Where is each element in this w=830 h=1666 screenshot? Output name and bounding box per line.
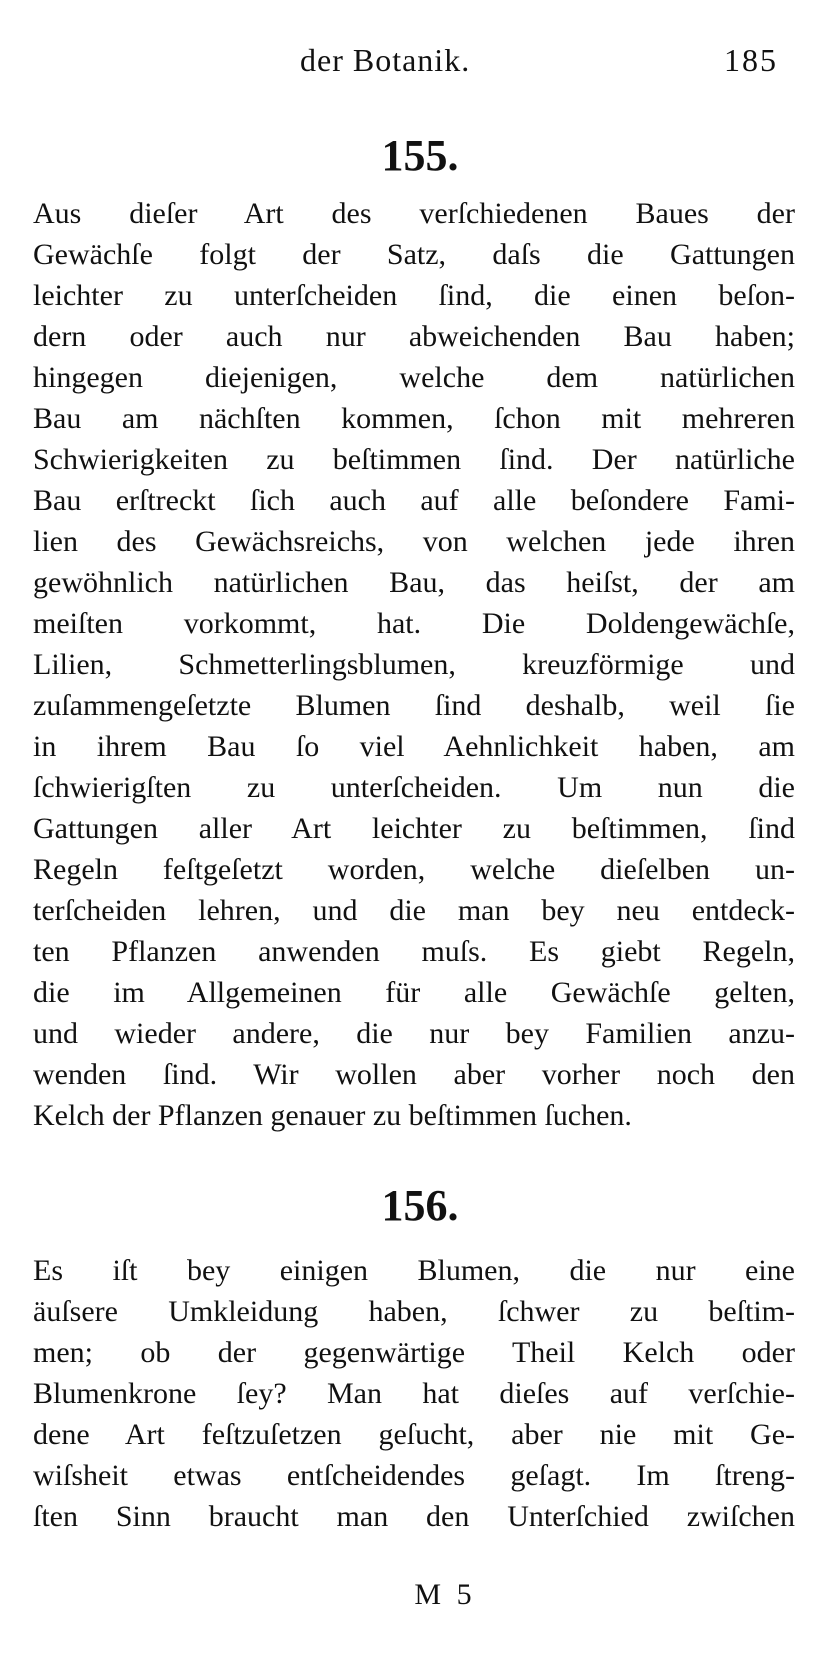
- section-paragraph: [33, 193, 795, 1136]
- text-line: hingegen diejenigen, welche dem natürlichen: [33, 361, 795, 394]
- text-line: wiſsheit etwas entſcheidendes geſagt. Im ſtreng-: [33, 1459, 795, 1492]
- running-title: der Botanik.: [300, 42, 471, 78]
- text-line: Gewächſe folgt der Satz, daſs die Gattungen: [33, 238, 795, 271]
- text-line: Bau am nächſten kommen, ſchon mit mehreren: [33, 402, 795, 435]
- text-line: ſchwierigſten zu unterſcheiden. Um nun die: [33, 771, 795, 804]
- text-line: dern oder auch nur abweichenden Bau haben;: [33, 320, 795, 353]
- text-line: Bau erſtreckt ſich auch auf alle beſondere Fami-: [33, 484, 795, 517]
- text-line: lien des Gewächsreichs, von welchen jede ihren: [33, 525, 795, 558]
- section-number: 156.: [381, 1181, 459, 1230]
- text-line: die im Allgemeinen für alle Gewächſe gelten,: [33, 976, 795, 1009]
- text-line: Es iſt bey einigen Blumen, die nur eine: [33, 1254, 795, 1287]
- text-line: Regeln feſtgeſetzt worden, welche dieſelben un-: [33, 853, 795, 886]
- section-paragraph: [33, 1250, 795, 1537]
- text-line: terſcheiden lehren, und die man bey neu entdeck-: [33, 894, 795, 927]
- signature-mark: M 5: [414, 1578, 476, 1611]
- text-line: Schwierigkeiten zu beſtimmen ſind. Der natürliche: [33, 443, 795, 476]
- text-line: dene Art feſtzuſetzen geſucht, aber nie mit Ge-: [33, 1418, 795, 1451]
- text-line: Kelch der Pflanzen genauer zu beſtimmen ſuchen.: [33, 1099, 632, 1132]
- text-line: ſten Sinn braucht man den Unterſchied zwiſchen: [33, 1500, 795, 1533]
- text-line: ten Pflanzen anwenden muſs. Es giebt Regeln,: [33, 935, 795, 968]
- text-line: Aus dieſer Art des verſchiedenen Baues der: [33, 197, 795, 230]
- text-line: in ihrem Bau ſo viel Aehnlichkeit haben, am: [33, 730, 795, 763]
- text-line: Blumenkrone ſey? Man hat dieſes auf verſchie-: [33, 1377, 795, 1410]
- page-number: 185: [724, 42, 778, 78]
- section-number: 155.: [381, 131, 459, 180]
- text-line: gewöhnlich natürlichen Bau, das heiſst, der am: [33, 566, 795, 599]
- text-line: men; ob der gegenwärtige Theil Kelch oder: [33, 1336, 795, 1369]
- text-line: leichter zu unterſcheiden ſind, die einen beſon-: [33, 279, 795, 312]
- text-line: äuſsere Umkleidung haben, ſchwer zu beſtim-: [33, 1295, 795, 1328]
- text-line: Gattungen aller Art leichter zu beſtimmen, ſind: [33, 812, 795, 845]
- text-line: Lilien, Schmetterlingsblumen, kreuzförmige und: [33, 648, 795, 681]
- text-line: wenden ſind. Wir wollen aber vorher noch den: [33, 1058, 795, 1091]
- text-line: zuſammengeſetzte Blumen ſind deshalb, weil ſie: [33, 689, 795, 722]
- text-line: und wieder andere, die nur bey Familien anzu-: [33, 1017, 795, 1050]
- text-line: meiſten vorkommt, hat. Die Doldengewächſe,: [33, 607, 795, 640]
- running-head: [0, 42, 830, 92]
